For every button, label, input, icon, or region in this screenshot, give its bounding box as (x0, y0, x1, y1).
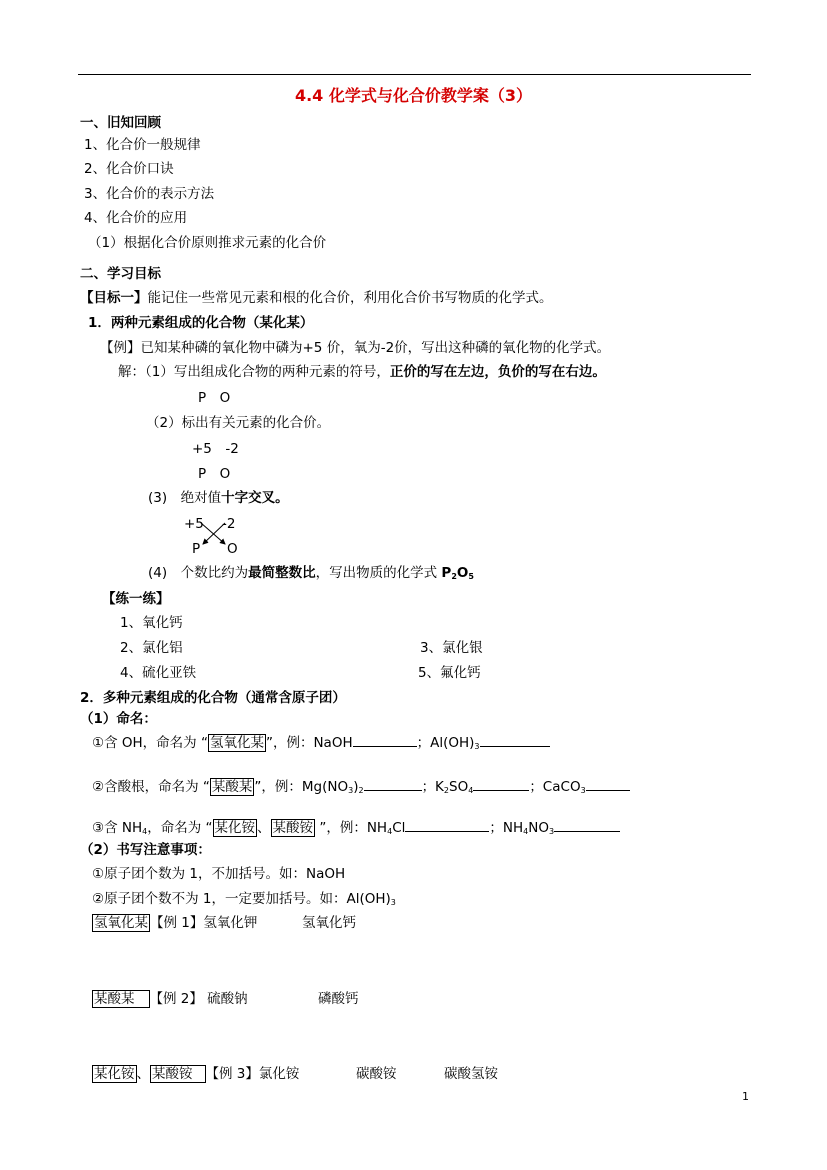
practice-item-5: 5、氟化钙 (418, 665, 481, 681)
naming-label: （1）命名： (80, 711, 157, 727)
practice-item-2: 2、氯化铝 (120, 640, 183, 656)
review-item-5: （1）根据化合价原则推求元素的化合价 (88, 235, 327, 251)
term-box-salt: 某酸某 (92, 990, 150, 1008)
answer-blank[interactable] (554, 819, 620, 832)
answer-blank[interactable] (480, 734, 550, 747)
example-1-label: 【例 1】氢氧化钾 (150, 915, 258, 931)
step4-line (148, 565, 474, 582)
note-2: ②原子团个数不为 1，一定要加括号。如：$Al(OH)_3$ (92, 891, 396, 907)
answer-blank[interactable] (353, 734, 417, 747)
cross-minus-valence: -2 (222, 516, 236, 532)
goal-label: 【目标一】 (80, 290, 148, 306)
step4-text: (4) 个数比约为 (148, 565, 249, 581)
term-box-ammonium-ide: 某化铵 (94, 1066, 135, 1082)
step1-line (118, 364, 606, 380)
term-box-ammonium-ide: 某化铵 (214, 820, 256, 836)
step4-emphasis: 最简整数比 (248, 565, 316, 581)
section1-heading: 一、旧知回顾 (80, 115, 161, 131)
example-1-line (92, 915, 257, 931)
step1-text: 解：（1）写出组成化合物的两种元素的符号， (118, 364, 390, 380)
answer-blank[interactable] (586, 778, 630, 791)
part2-heading: 2．多种元素组成的化合物（通常含原子团） (80, 690, 346, 706)
cross-arrows (195, 520, 235, 550)
cross-p-symbol: P (192, 541, 201, 557)
naming-rule-ammonium: ③含 $NH_4$，命名为 “ 某化铵 、 某酸铵 ”，例：$NH_4Cl$ ；$NH_4NO_3$ (92, 819, 620, 837)
example-2-line (92, 991, 248, 1007)
naming-rule-oh: ①含 OH，命名为 “ 氢氧化某 ”，例：NaOH ；$Al(OH)_3$ (92, 734, 550, 752)
term-box-hydroxide: 氢氧化某 (94, 915, 148, 931)
step3-line (148, 490, 289, 506)
example-3-line: 某化铵 、 某酸铵 【例 3】氯化铵 (94, 1066, 300, 1082)
goal-line (80, 290, 553, 306)
example-1-item-2: 氢氧化钙 (302, 915, 356, 931)
term-box-ammonium-ate: 某酸铵 (272, 820, 314, 836)
step2-text: （2）标出有关元素的化合价。 (146, 415, 331, 431)
term-box-ammonium-ate: 某酸铵 (150, 1065, 206, 1083)
practice-item-1: 1、氧化钙 (120, 615, 183, 631)
header-rule (78, 74, 751, 75)
practice-item-3: 3、氯化银 (420, 640, 483, 656)
step2-valences: +5 -2 (192, 441, 239, 457)
page-title: 4.4 化学式与化合价教学案（3） (294, 86, 533, 105)
cross-plus-valence: +5 (184, 516, 204, 532)
example-text: 【例】已知某种磷的氧化物中磷为+5 价，氧为-2价，写出这种磷的氧化物的化学式。 (100, 340, 611, 356)
step2-symbols: P O (198, 466, 231, 482)
answer-blank[interactable] (364, 778, 422, 791)
review-item-2: 2、化合价口诀 (84, 161, 174, 177)
naming-rule-acid: ②含酸根，命名为 “ 某酸某 ”，例：$Mg(NO_3)_2$ ；$K_2SO_4$ ；CaCO$_3$ (92, 778, 630, 796)
section2-heading: 二、学习目标 (80, 266, 161, 282)
example-3-item-3: 碳酸氢铵 (444, 1066, 498, 1082)
formula-p2o5: $P_2O_5$ (441, 565, 474, 581)
page-number: 1 (742, 1090, 749, 1103)
answer-blank[interactable] (405, 819, 489, 832)
part1-heading: 1．两种元素组成的化合物（某化某） (88, 315, 314, 331)
step3-emphasis: 十字交叉。 (221, 490, 289, 506)
term-box-salt: 某酸某 (211, 779, 253, 795)
step3-text: (3) 绝对值 (148, 490, 222, 506)
example-3-label: 【例 3】氯化铵 (205, 1066, 300, 1082)
step1-emphasis: 正价的写在左边，负价的写在右边。 (389, 364, 606, 380)
cross-o-symbol: O (227, 541, 238, 557)
example-3-item-2: 碳酸铵 (356, 1066, 397, 1082)
term-box-hydroxide: 氢氧化某 (209, 735, 264, 751)
example-2-label: 【例 2】 硫酸钠 (149, 991, 248, 1007)
practice-label: 【练一练】 (102, 591, 170, 607)
example-2-item-2: 磷酸钙 (318, 991, 359, 1007)
step4-tail: ，写出物质的化学式 (315, 565, 442, 581)
goal-text: 能记住一些常见元素和根的化合价，利用化合价书写物质的化学式。 (147, 290, 553, 306)
answer-blank[interactable] (473, 778, 529, 791)
step1-symbols: P O (198, 390, 231, 406)
notes-label: （2）书写注意事项： (80, 842, 211, 858)
review-item-1: 1、化合价一般规律 (84, 137, 201, 153)
review-item-3: 3、化合价的表示方法 (84, 186, 215, 202)
note-1: ①原子团个数为 1，不加括号。如：NaOH (92, 866, 346, 882)
review-item-4: 4、化合价的应用 (84, 210, 188, 226)
practice-item-4: 4、硫化亚铁 (120, 665, 197, 681)
